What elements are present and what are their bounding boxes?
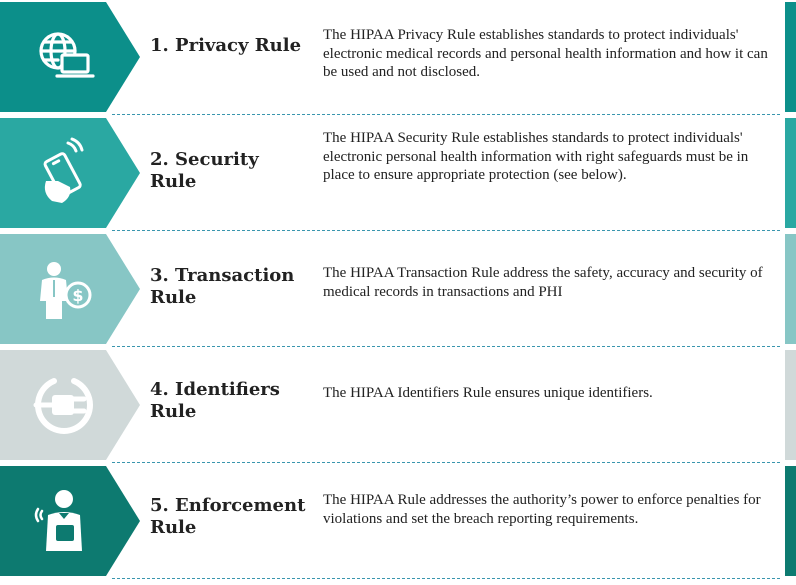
rule-row-enforcement bbox=[0, 466, 796, 576]
dashed-divider bbox=[112, 578, 780, 579]
rule-row-privacy bbox=[0, 2, 796, 112]
accent-bar bbox=[785, 466, 796, 576]
rule-description: The HIPAA Transaction Rule address the safety, accuracy and security of medical records in transactions and PHI bbox=[323, 265, 763, 300]
rule-description: The HIPAA Rule addresses the authority’s power to enforce penalties for violations and set the breach reporting requirements. bbox=[323, 492, 761, 527]
plug-icon bbox=[28, 369, 100, 441]
dashed-divider bbox=[112, 462, 780, 463]
dashed-divider bbox=[112, 230, 780, 231]
rule-row-transaction bbox=[0, 234, 796, 344]
rule-description: The HIPAA Identifiers Rule ensures unique identifiers. bbox=[323, 385, 653, 401]
rule-title: 2. Security Rule bbox=[150, 149, 259, 192]
rule-description: The HIPAA Security Rule establishes standards to protect individuals' electronic personal health information with right safeguards must be in place to ensure appropriate protection (see below). bbox=[323, 130, 749, 183]
accent-bar bbox=[785, 2, 796, 112]
officer-badge-icon bbox=[28, 485, 100, 557]
rule-title: 4. Identifiers Rule bbox=[150, 379, 280, 422]
person-dollar-icon bbox=[28, 253, 100, 325]
rule-title: 5. Enforcement Rule bbox=[150, 495, 306, 538]
accent-bar bbox=[785, 118, 796, 228]
rule-row-identifiers bbox=[0, 350, 796, 460]
rule-title: 1. Privacy Rule bbox=[150, 35, 302, 56]
dashed-divider bbox=[112, 346, 780, 347]
rule-description: The HIPAA Privacy Rule establishes standards to protect individuals' electronic medical records and personal health information and how it can be used and not disclosed. bbox=[323, 27, 768, 80]
hand-phone-icon bbox=[28, 137, 100, 209]
accent-bar bbox=[785, 234, 796, 344]
globe-laptop-icon bbox=[28, 21, 100, 93]
dashed-divider bbox=[112, 114, 780, 115]
rule-title: 3. Transaction Rule bbox=[150, 265, 295, 308]
rule-row-security bbox=[0, 118, 796, 228]
accent-bar bbox=[785, 350, 796, 460]
svg-text:$: $ bbox=[72, 286, 84, 305]
